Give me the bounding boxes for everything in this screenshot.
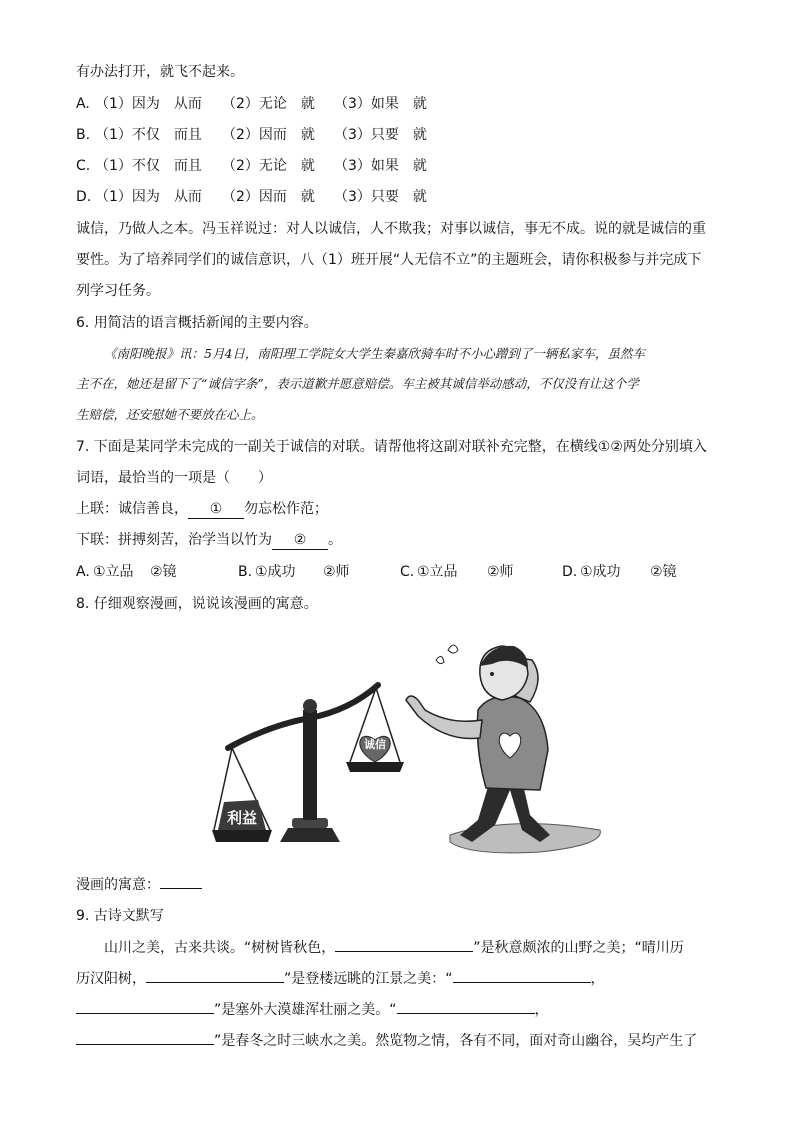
- cartoon-illustration: [210, 630, 610, 862]
- poem-text: 历汉阳树，: [76, 971, 146, 987]
- blank-2[interactable]: ②: [272, 531, 328, 550]
- couplet-lower-prefix: 下联：拼搏刻苦，治学当以竹为: [76, 532, 272, 548]
- blank-1[interactable]: ①: [188, 500, 244, 519]
- intro-tail: 有办法打开，就飞不起来。: [76, 64, 244, 80]
- left-pan: [212, 830, 272, 842]
- option-letter: D.: [76, 189, 92, 205]
- option-part-1: （1）不仅 而且: [95, 127, 202, 143]
- poem-text: ，: [534, 1002, 549, 1018]
- news-line: 生赔偿，还安慰她不要放在心上。: [76, 407, 264, 422]
- poem-blank-5[interactable]: [397, 1013, 535, 1014]
- right-pan-label: 诚信: [364, 738, 386, 751]
- q8-stem: 8. 仔细观察漫画，说说该漫画的寓意。: [76, 596, 318, 612]
- q8-answer-label: 漫画的寓意：: [76, 877, 160, 893]
- scale-knob: [303, 699, 317, 713]
- option-part-3: （3）只要 就: [334, 189, 427, 205]
- poem-blank-3[interactable]: [453, 982, 591, 983]
- option-letter: A.: [76, 564, 90, 580]
- option-part-2: （2）因而 就: [222, 189, 315, 205]
- couplet-upper-prefix: 上联：诚信善良，: [76, 501, 188, 517]
- option-part-1: （1）因为 从而: [95, 189, 202, 205]
- poem-text: ”是登楼远眺的江景之美：“: [284, 971, 453, 987]
- couplet-lower: [76, 530, 342, 550]
- option-word-2: ②镜: [650, 564, 677, 580]
- q8-answer-line: [76, 875, 202, 895]
- option-part-2: （2）无论 就: [222, 96, 315, 112]
- option-letter: C.: [400, 564, 415, 580]
- context-line: 列学习任务。: [76, 283, 160, 299]
- option-part-1: （1）因为 从而: [95, 96, 202, 112]
- option-word-1: ①成功: [255, 564, 296, 580]
- poem-blank-4[interactable]: [76, 1013, 214, 1014]
- poem-text: ”是塞外大漠雄浑壮丽之美。“: [214, 1002, 397, 1018]
- couplet-upper: [76, 499, 328, 519]
- context-line: 要性。为了培养同学们的诚信意识，八（1）班开展“人无信不立”的主题班会，请你积极参与并完成下: [76, 252, 702, 268]
- man-eye: [490, 672, 494, 676]
- man-arm-reaching: [406, 696, 482, 739]
- option-part-2: （2）无论 就: [222, 158, 315, 174]
- couplet-upper-suffix: 勿忘松作范；: [244, 501, 328, 517]
- poem-blank-6[interactable]: [76, 1044, 214, 1045]
- news-line: 《南阳晚报》讯：5月4日，南阳理工学院女大学生秦嘉欣骑车时不小心蹭到了一辆私家车，虽然车: [104, 346, 645, 361]
- option-letter: C.: [76, 158, 91, 174]
- poem-text: ，: [590, 971, 605, 987]
- poem-text: 山川之美，古来共谈。“树树皆秋色，: [104, 940, 336, 956]
- option-letter: B.: [238, 564, 253, 580]
- poem-line-4: [76, 1031, 697, 1051]
- man-figure: [406, 645, 550, 842]
- right-pan: [346, 762, 404, 772]
- poem-line-1: [104, 938, 684, 958]
- option-letter: B.: [76, 127, 91, 143]
- option-part-3: （3）只要 就: [334, 127, 427, 143]
- left-pan-label: 利益: [226, 809, 258, 827]
- context-line: 诚信，乃做人之本。冯玉祥说过：对人以诚信，人不欺我；对事以诚信，事无不成。说的就是诚信的重: [76, 221, 706, 237]
- news-line: 主不在，她还是留下了“诚信字条”，表示道歉并愿意赔偿。车主被其诚信举动感动，不仅没有让这个学: [76, 376, 639, 391]
- option-word-2: ②师: [323, 564, 350, 580]
- option-part-3: （3）如果 就: [334, 96, 427, 112]
- option-word-1: ①立品: [417, 564, 458, 580]
- q9-stem: 9. 古诗文默写: [76, 908, 164, 924]
- poem-text: ”是春冬之时三峡水之美。然览物之情，各有不同，面对奇山幽谷，吴均产生了: [214, 1033, 698, 1049]
- option-word-2: ②师: [487, 564, 514, 580]
- option-word-2: ②镜: [150, 564, 177, 580]
- q6-stem: 6. 用简洁的语言概括新闻的主要内容。: [76, 315, 318, 331]
- option-part-2: （2）因而 就: [222, 127, 315, 143]
- q8-answer-blank[interactable]: [160, 888, 202, 889]
- option-part-1: （1）不仅 而且: [95, 158, 202, 174]
- sweat-drops: [436, 645, 458, 664]
- q7-stem: 7. 下面是某同学未完成的一副关于诚信的对联。请帮他将这副对联补充完整，在横线①②两处分别填入: [76, 439, 707, 455]
- option-letter: A.: [76, 96, 90, 112]
- q7-stem-cont: 词语，最恰当的一项是（ ）: [76, 470, 272, 486]
- poem-blank-1[interactable]: [335, 951, 473, 952]
- poem-blank-2[interactable]: [146, 982, 284, 983]
- poem-line-3: [76, 1000, 549, 1020]
- poem-line-2: [76, 969, 605, 989]
- option-word-1: ①成功: [580, 564, 621, 580]
- option-word-1: ①立品: [93, 564, 134, 580]
- poem-text: ”是秋意颇浓的山野之美；“晴川历: [473, 940, 684, 956]
- scale-post: [303, 710, 317, 820]
- option-letter: D.: [562, 564, 578, 580]
- couplet-lower-suffix: 。: [328, 532, 342, 548]
- scale-base: [280, 828, 340, 842]
- option-part-3: （3）如果 就: [334, 158, 427, 174]
